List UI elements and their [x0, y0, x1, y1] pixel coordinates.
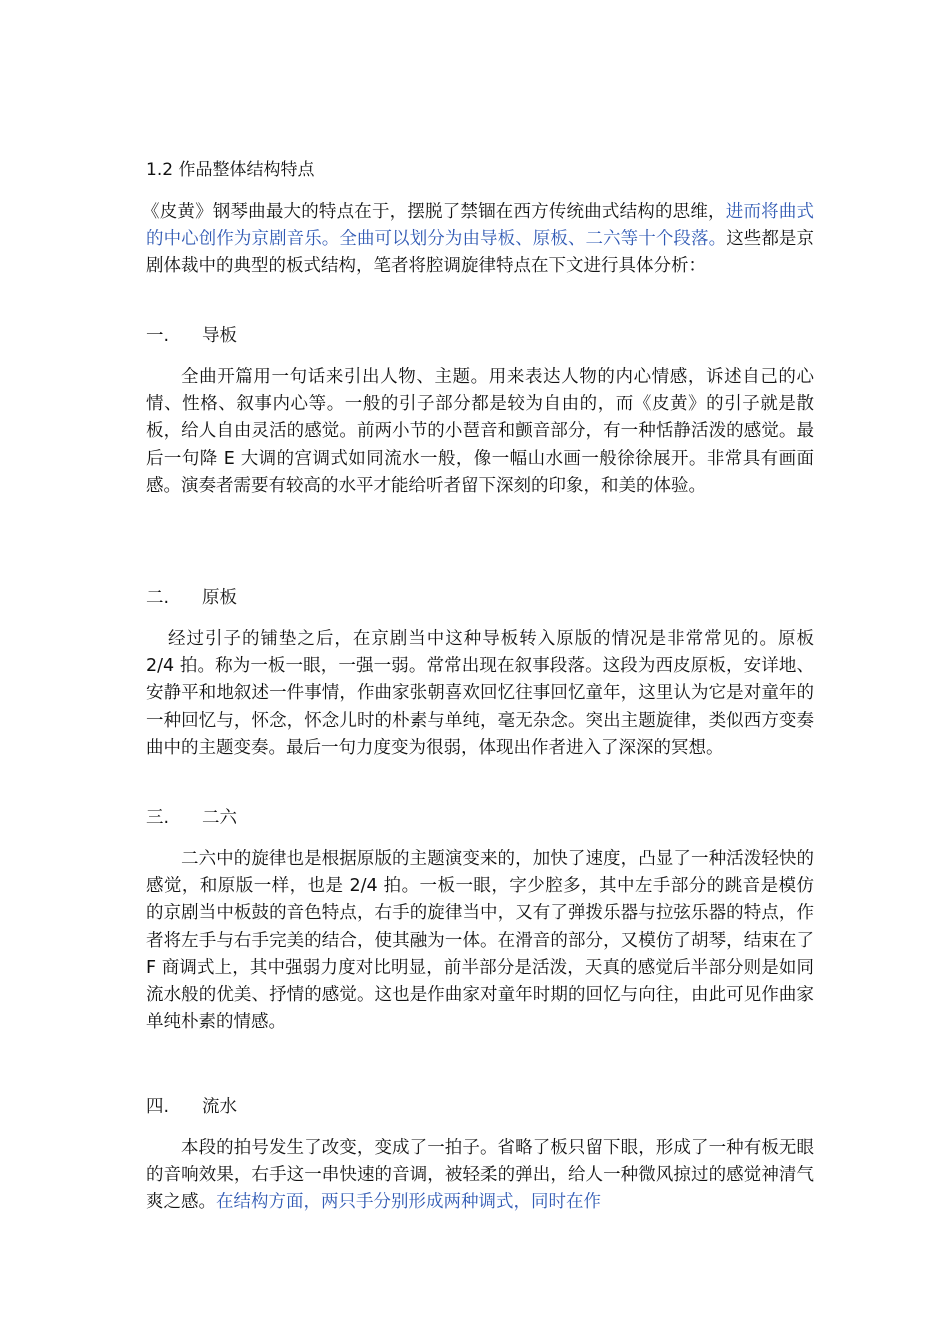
- liushui-text-1: 本段的拍号发生了改变，变成了一拍子。省略了板只留下眼，形成了一种有板无眼的音响效果，右手这一串快速的音调，被轻柔的弹出，给人一种微风掠过的感觉: [146, 1138, 814, 1186]
- heading-number: 四.: [146, 1097, 170, 1117]
- liushui-text-2: 神清气爽之感。: [146, 1165, 815, 1213]
- paragraph-erliu: 二六中的旋律也是根据原版的主题演变来的，加快了速度，凸显了一种活泼轻快的感觉，和原版一样，也是 2/4 拍。一板一眼，字少腔多，其中左手部分的跳音是模仿的京剧当中板鼓的音色特点，右手的旋律当中，又有了弹拨乐器与拉弦乐器的特点，作者将左手与右手完美的结合，使其融为一体。在滑音的部分，又模仿了胡琴，结束在了 F 商调式上，其中强弱力度对比明显，前半部分是活泼，天真的感觉后半部分则是如同流水般的优美、抒情的感觉。这也是作曲家对童年时期的回忆与向往，由此可见作曲家单纯朴素的情感。: [146, 849, 814, 1033]
- paragraph-yuanban: 经过引子的铺垫之后，在京剧当中这种导板转入原版的情况是非常常见的。原板 2/4 拍。称为一板一眼，一强一弱。常常出现在叙事段落。这段为西皮原板，安详地、安静平和地叙述一件事情，作曲家张朝喜欢回忆往事回忆童年，这里认为它是对童年的一种回忆与，怀念，怀念儿时的朴素与单纯，毫无杂念。突出主题旋律，类似西方变奏曲中的主题变奏。最后一句力度变为很弱，体现出作者进入了深深的冥想。: [146, 629, 814, 758]
- heading-number: 一.: [146, 326, 170, 346]
- heading-number: 三.: [146, 808, 170, 828]
- intro-text-highlight: 进而将曲式的中心创作为京剧音乐。全曲可以划分为由导板、原板、二六等十个段落。: [146, 202, 815, 250]
- intro-text-4: 在下文进行具体分析：: [531, 256, 706, 277]
- heading-erliu: [146, 805, 237, 831]
- heading-title: 流水: [202, 1097, 237, 1117]
- heading-number: 二.: [146, 588, 170, 608]
- heading-liushui: [146, 1094, 237, 1120]
- heading-title: 二六: [202, 808, 237, 828]
- heading-daoban: [146, 323, 237, 349]
- section-title: 1.2 作品整体结构特点: [146, 160, 315, 180]
- paragraph-daoban: 全曲开篇用一句话来引出人物、主题。用来表达人物的内心情感，诉述自己的心情、性格、叙事内心等。一般的引子部分都是较为自由的，而《皮黄》的引子就是散板，给人自由灵活的感觉。前两小节的小琶音和颤音部分，有一种恬静活泼的感觉。最后一句降 E 大调的宫调式如同流水一般，像一幅山水画一般徐徐展开。非常具有画面感。演奏者需要有较高的水平才能给听者留下深刻的印象，和美的体验。: [146, 367, 814, 496]
- heading-yuanban: [146, 585, 237, 611]
- heading-title: 原板: [202, 588, 237, 608]
- intro-text-1: 《皮黄》钢琴曲最大的特点在于，摆脱了禁锢在西方传统曲式结构的思维，: [142, 202, 726, 222]
- liushui-text-highlight: 在结构方面，两只手分别形成两种调式，同时在作: [216, 1192, 601, 1213]
- intro-paragraph: [142, 199, 815, 281]
- paragraph-liushui: [146, 1135, 814, 1217]
- intro-text-3: 这些都是京剧体裁中的典型的板式结构，笔者将腔调旋律特点: [146, 229, 815, 277]
- heading-title: 导板: [202, 326, 237, 346]
